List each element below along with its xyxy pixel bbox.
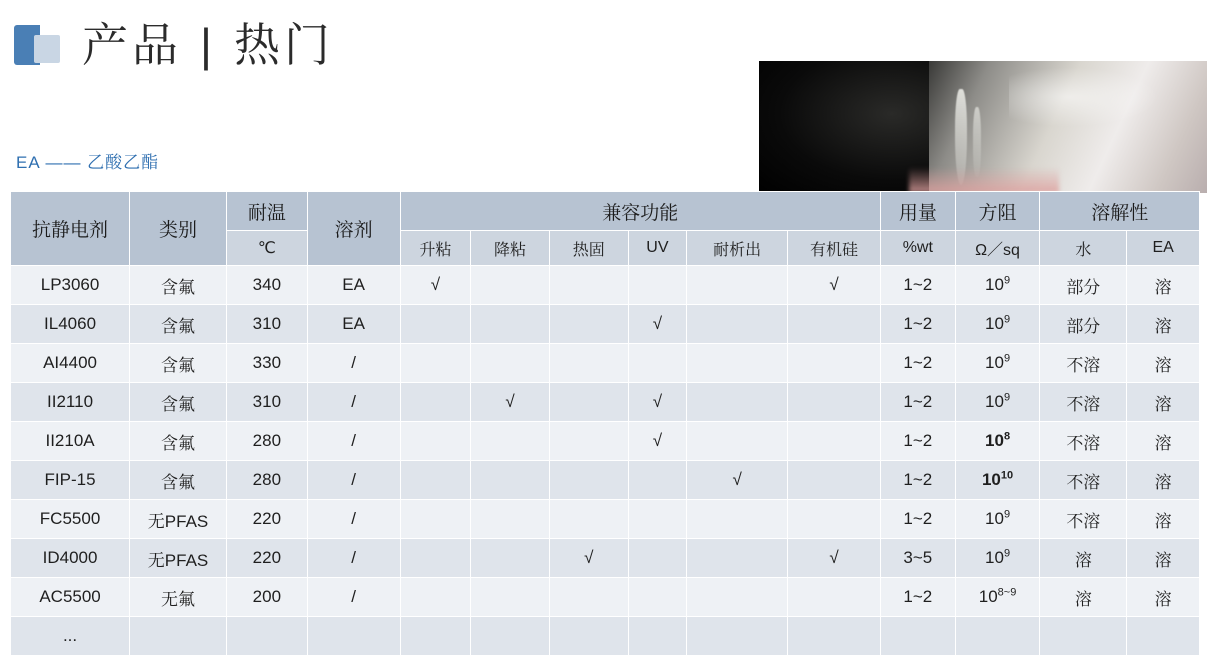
cell-tack-down: [471, 617, 550, 656]
cell-water: 不溶: [1040, 461, 1127, 500]
cell-anti-bleed: √: [687, 461, 788, 500]
cell-ea: 溶: [1127, 539, 1200, 578]
cell-dosage: 1~2: [880, 383, 955, 422]
header-category: 类别: [130, 192, 227, 266]
cell-tack-down: [471, 578, 550, 617]
table-row: [11, 422, 1200, 461]
table-row: [11, 500, 1200, 539]
table-row: [11, 578, 1200, 617]
cell-thermoset: [549, 344, 628, 383]
cell-tack-up: [400, 422, 471, 461]
cell-ea: 溶: [1127, 500, 1200, 539]
cell-silicone: [788, 500, 881, 539]
cell-dosage: 1~2: [880, 500, 955, 539]
cell-anti-bleed: [687, 500, 788, 539]
header-temp: 耐温: [226, 192, 307, 231]
two-squares-logo-icon: [14, 23, 60, 67]
table-body: [11, 266, 1200, 656]
cell-water: 不溶: [1040, 500, 1127, 539]
cell-resistance: [955, 617, 1040, 656]
subheader-water: 水: [1040, 231, 1127, 266]
cell-dosage: 1~2: [880, 578, 955, 617]
cell-category: 含氟: [130, 422, 227, 461]
photo-pink-highlight: [909, 167, 1059, 193]
cell-agent: ...: [11, 617, 130, 656]
subheader-silicone: 有机硅: [788, 231, 881, 266]
cell-tack-up: [400, 539, 471, 578]
cell-silicone: [788, 617, 881, 656]
logo-square-front: [34, 35, 60, 63]
cell-category: 无PFAS: [130, 500, 227, 539]
cell-category: 含氟: [130, 305, 227, 344]
cell-resistance: $10^9$: [955, 344, 1040, 383]
cell-thermoset: [549, 422, 628, 461]
cell-ea: 溶: [1127, 266, 1200, 305]
cell-tack-up: [400, 578, 471, 617]
cell-silicone: [788, 383, 881, 422]
product-table-wrapper: [10, 191, 1200, 656]
cell-water: 溶: [1040, 539, 1127, 578]
subheader-thermoset: 热固: [549, 231, 628, 266]
cell-dosage: 1~2: [880, 266, 955, 305]
cell-category: 含氟: [130, 344, 227, 383]
cell-tack-up: [400, 383, 471, 422]
cell-silicone: [788, 422, 881, 461]
cell-uv: [628, 266, 687, 305]
cell-uv: [628, 344, 687, 383]
cell-temp: 280: [226, 461, 307, 500]
cell-ea: [1127, 617, 1200, 656]
cell-tack-down: [471, 266, 550, 305]
cell-resistance: $10^9$: [955, 383, 1040, 422]
cell-agent: IL4060: [11, 305, 130, 344]
cell-tack-down: [471, 344, 550, 383]
product-table: [10, 191, 1200, 656]
cell-silicone: √: [788, 539, 881, 578]
table-header-row: [11, 192, 1200, 231]
header-solvent: 溶剂: [307, 192, 400, 266]
photo-gloss: [1009, 67, 1159, 127]
cell-silicone: [788, 461, 881, 500]
cell-water: 溶: [1040, 578, 1127, 617]
cell-thermoset: [549, 461, 628, 500]
cell-anti-bleed: [687, 539, 788, 578]
cell-uv: √: [628, 383, 687, 422]
cell-anti-bleed: [687, 617, 788, 656]
cell-solvent: /: [307, 539, 400, 578]
header-compatibility: 兼容功能: [400, 192, 880, 231]
header-solubility: 溶解性: [1040, 192, 1200, 231]
cell-uv: [628, 500, 687, 539]
cell-solvent: EA: [307, 266, 400, 305]
cell-solvent: /: [307, 461, 400, 500]
cell-uv: [628, 617, 687, 656]
table-row: [11, 617, 1200, 656]
cell-tack-down: [471, 539, 550, 578]
cell-agent: LP3060: [11, 266, 130, 305]
cell-anti-bleed: [687, 266, 788, 305]
cell-temp: [226, 617, 307, 656]
table-row: [11, 344, 1200, 383]
cell-solvent: [307, 617, 400, 656]
cell-tack-down: [471, 422, 550, 461]
cell-dosage: 1~2: [880, 461, 955, 500]
cell-ea: 溶: [1127, 344, 1200, 383]
cell-temp: 220: [226, 539, 307, 578]
cell-uv: [628, 539, 687, 578]
cell-thermoset: √: [549, 539, 628, 578]
cell-tack-up: [400, 500, 471, 539]
cell-dosage: 1~2: [880, 305, 955, 344]
product-photo: [759, 61, 1207, 193]
cell-water: 部分: [1040, 266, 1127, 305]
subheader-resistance-unit: Ω／sq: [955, 231, 1040, 266]
cell-ea: 溶: [1127, 305, 1200, 344]
cell-uv: [628, 578, 687, 617]
cell-category: 含氟: [130, 266, 227, 305]
cell-silicone: [788, 344, 881, 383]
cell-water: [1040, 617, 1127, 656]
page-title: [82, 19, 334, 71]
cell-agent: FC5500: [11, 500, 130, 539]
cell-category: [130, 617, 227, 656]
cell-dosage: 3~5: [880, 539, 955, 578]
cell-tack-up: [400, 461, 471, 500]
cell-anti-bleed: [687, 422, 788, 461]
cell-dosage: [880, 617, 955, 656]
cell-dosage: 1~2: [880, 422, 955, 461]
page-title-main: 产品: [82, 19, 182, 71]
cell-temp: 280: [226, 422, 307, 461]
cell-silicone: [788, 305, 881, 344]
cell-solvent: /: [307, 383, 400, 422]
cell-tack-up: [400, 617, 471, 656]
subheader-anti-bleed: 耐析出: [687, 231, 788, 266]
cell-resistance: $10^9$: [955, 266, 1040, 305]
table-row: [11, 266, 1200, 305]
cell-water: 不溶: [1040, 422, 1127, 461]
cell-silicone: √: [788, 266, 881, 305]
table-row: [11, 539, 1200, 578]
cell-resistance: $10^8$: [955, 422, 1040, 461]
cell-thermoset: [549, 383, 628, 422]
cell-resistance: $10^{10}$: [955, 461, 1040, 500]
cell-tack-down: [471, 500, 550, 539]
subtitle-solvent-note: EA —— 乙酸乙酯: [16, 153, 160, 172]
subheader-uv: UV: [628, 231, 687, 266]
cell-water: 部分: [1040, 305, 1127, 344]
page-title-separator: |: [200, 19, 216, 71]
header-dosage: 用量: [880, 192, 955, 231]
table-row: [11, 305, 1200, 344]
cell-category: 含氟: [130, 461, 227, 500]
cell-resistance: $10^{8\sim 9}$: [955, 578, 1040, 617]
subheader-dosage-unit: %wt: [880, 231, 955, 266]
cell-agent: II2110: [11, 383, 130, 422]
cell-anti-bleed: [687, 578, 788, 617]
subheader-ea: EA: [1127, 231, 1200, 266]
cell-solvent: /: [307, 500, 400, 539]
cell-solvent: /: [307, 422, 400, 461]
cell-temp: 220: [226, 500, 307, 539]
cell-thermoset: [549, 500, 628, 539]
slide-header: [0, 0, 334, 90]
cell-tack-down: [471, 305, 550, 344]
header-agent: 抗静电剂: [11, 192, 130, 266]
cell-resistance: $10^9$: [955, 539, 1040, 578]
cell-temp: 340: [226, 266, 307, 305]
cell-solvent: /: [307, 344, 400, 383]
cell-solvent: /: [307, 578, 400, 617]
cell-ea: 溶: [1127, 578, 1200, 617]
table-row: [11, 461, 1200, 500]
cell-temp: 310: [226, 305, 307, 344]
cell-agent: AI4400: [11, 344, 130, 383]
subheader-tack-up: 升粘: [400, 231, 471, 266]
cell-ea: 溶: [1127, 461, 1200, 500]
subheader-temp-unit: ℃: [226, 231, 307, 266]
cell-dosage: 1~2: [880, 344, 955, 383]
cell-tack-down: √: [471, 383, 550, 422]
cell-uv: √: [628, 305, 687, 344]
cell-anti-bleed: [687, 344, 788, 383]
cell-uv: [628, 461, 687, 500]
cell-tack-down: [471, 461, 550, 500]
cell-water: 不溶: [1040, 344, 1127, 383]
cell-thermoset: [549, 578, 628, 617]
cell-agent: AC5500: [11, 578, 130, 617]
cell-anti-bleed: [687, 305, 788, 344]
cell-tack-up: [400, 305, 471, 344]
table-row: [11, 383, 1200, 422]
page-title-sub: 热门: [233, 19, 334, 71]
cell-agent: FIP-15: [11, 461, 130, 500]
cell-uv: √: [628, 422, 687, 461]
cell-category: 含氟: [130, 383, 227, 422]
cell-resistance: $10^9$: [955, 500, 1040, 539]
cell-tack-up: √: [400, 266, 471, 305]
cell-ea: 溶: [1127, 383, 1200, 422]
cell-category: 无氟: [130, 578, 227, 617]
cell-agent: II210A: [11, 422, 130, 461]
cell-category: 无PFAS: [130, 539, 227, 578]
cell-agent: ID4000: [11, 539, 130, 578]
header-resistance: 方阻: [955, 192, 1040, 231]
cell-temp: 200: [226, 578, 307, 617]
cell-solvent: EA: [307, 305, 400, 344]
cell-anti-bleed: [687, 383, 788, 422]
subheader-tack-down: 降粘: [471, 231, 550, 266]
cell-water: 不溶: [1040, 383, 1127, 422]
cell-resistance: $10^9$: [955, 305, 1040, 344]
cell-ea: 溶: [1127, 422, 1200, 461]
cell-thermoset: [549, 617, 628, 656]
cell-thermoset: [549, 266, 628, 305]
cell-temp: 330: [226, 344, 307, 383]
cell-tack-up: [400, 344, 471, 383]
cell-temp: 310: [226, 383, 307, 422]
cell-thermoset: [549, 305, 628, 344]
cell-silicone: [788, 578, 881, 617]
